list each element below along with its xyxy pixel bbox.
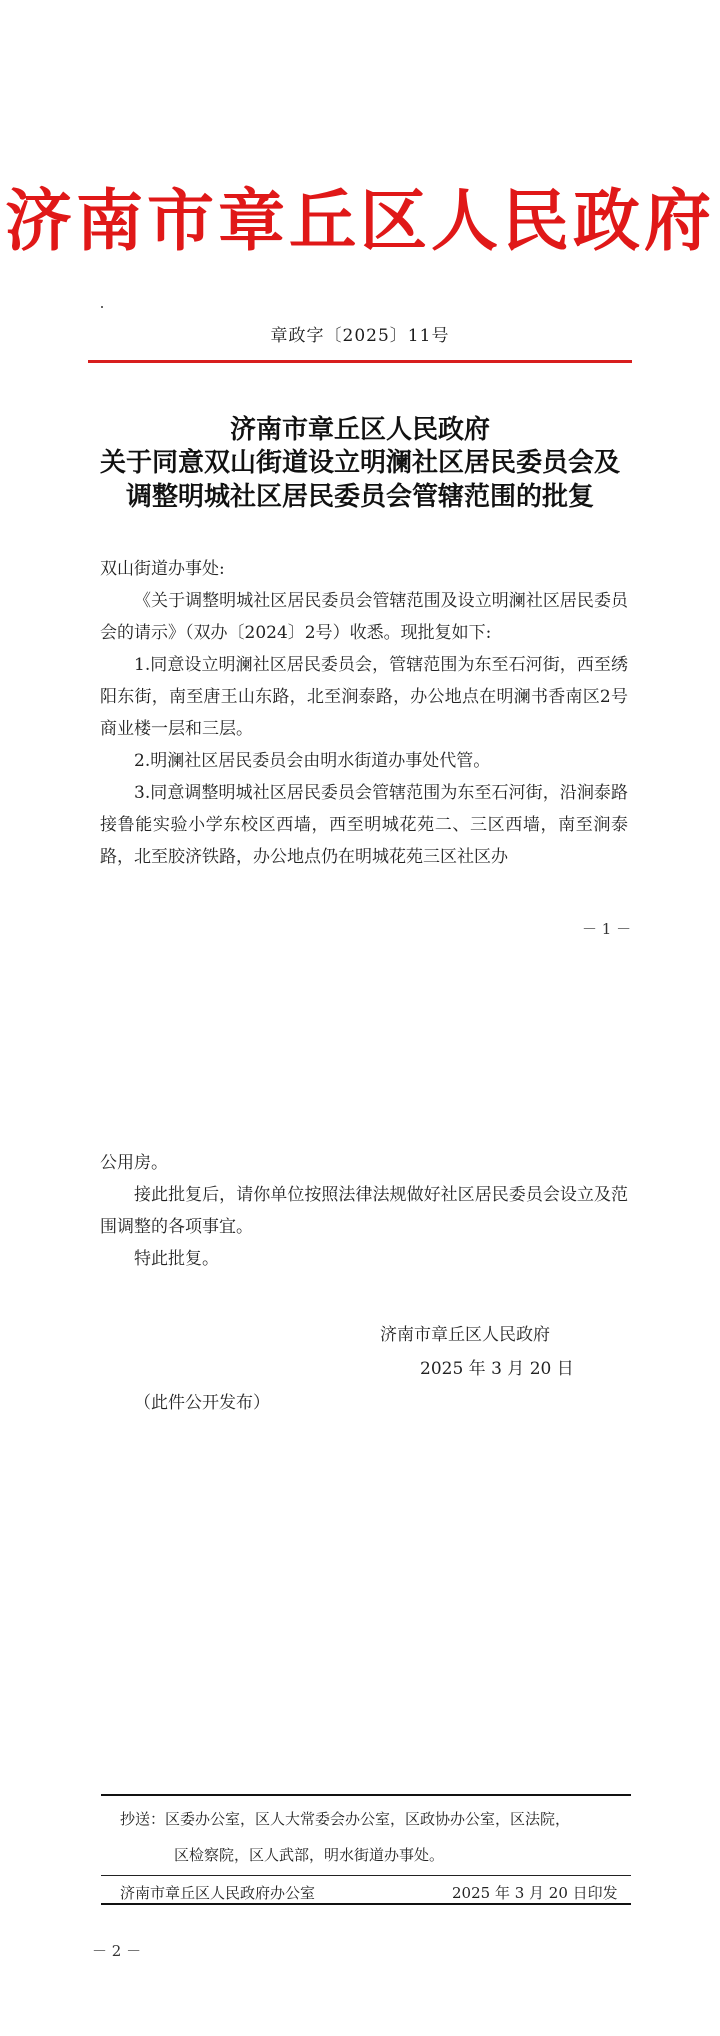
issuer-header-title: 济南市章丘区人民政府 [5,181,715,260]
cc-bottom-rule [101,1903,631,1905]
addressee: 双山街道办事处: [100,559,225,579]
cc-top-rule [101,1794,631,1796]
cc-recipients-line-2: 区检察院，区人武部，明水街道办事处。 [174,1846,445,1864]
printing-date: 2025 年 3 月 20 日印发 [452,1884,618,1902]
scan-dot [101,306,103,308]
title-line-1: 济南市章丘区人民政府 [229,415,490,445]
red-separator-line [88,360,632,363]
printing-office: 济南市章丘区人民政府办公室 [120,1884,316,1902]
paragraph-instructions: 接此批复后，请你单位按照法律法规做好社区居民委员会设立及范围调整的各项事宜。 [100,1185,628,1237]
signature-issuer: 济南市章丘区人民政府 [380,1325,550,1345]
publish-note: （此件公开发布） [134,1393,270,1413]
paragraph-item-2: 2.明澜社区居民委员会由明水街道办事处代管。 [134,751,491,771]
cc-middle-rule [101,1875,631,1876]
signature-date: 2025 年 3 月 20 日 [420,1359,574,1379]
paragraph-item-1: 1.同意设立明澜社区居民委员会，管辖范围为东至石河街，西至绣阳东街，南至唐王山东路，北至涧泰路，办公地点在明澜书香南区2号商业楼一层和三层。 [100,655,628,739]
cc-recipients-line-1: 抄送：区委办公室，区人大常委会办公室，区政协办公室，区法院， [120,1810,571,1828]
page-number-2: － 2 － [92,1942,142,1960]
page-number-1: － 1 － [582,920,632,938]
document-number: 章政字〔2025〕11号 [270,326,450,346]
paragraph-item-3: 3.同意调整明城社区居民委员会管辖范围为东至石河街，沿涧泰路接鲁能实验小学东校区西墙，西至明城花苑二、三区西墙，南至涧泰路，北至胶济铁路，办公地点仍在明城花苑三区社区办 [100,783,628,867]
title-line-3: 调整明城社区居民委员会管辖范围的批复 [125,482,594,512]
paragraph-item-3-continued: 公用房。 [100,1153,168,1173]
paragraph-closing: 特此批复。 [134,1249,219,1269]
title-line-2: 关于同意双山街道设立明澜社区居民委员会及 [99,448,620,478]
paragraph-request-reference: 《关于调整明城社区居民委员会管辖范围及设立明澜社区居民委员会的请示》（双办〔2024〕2号）收悉。现批复如下: [100,591,628,643]
